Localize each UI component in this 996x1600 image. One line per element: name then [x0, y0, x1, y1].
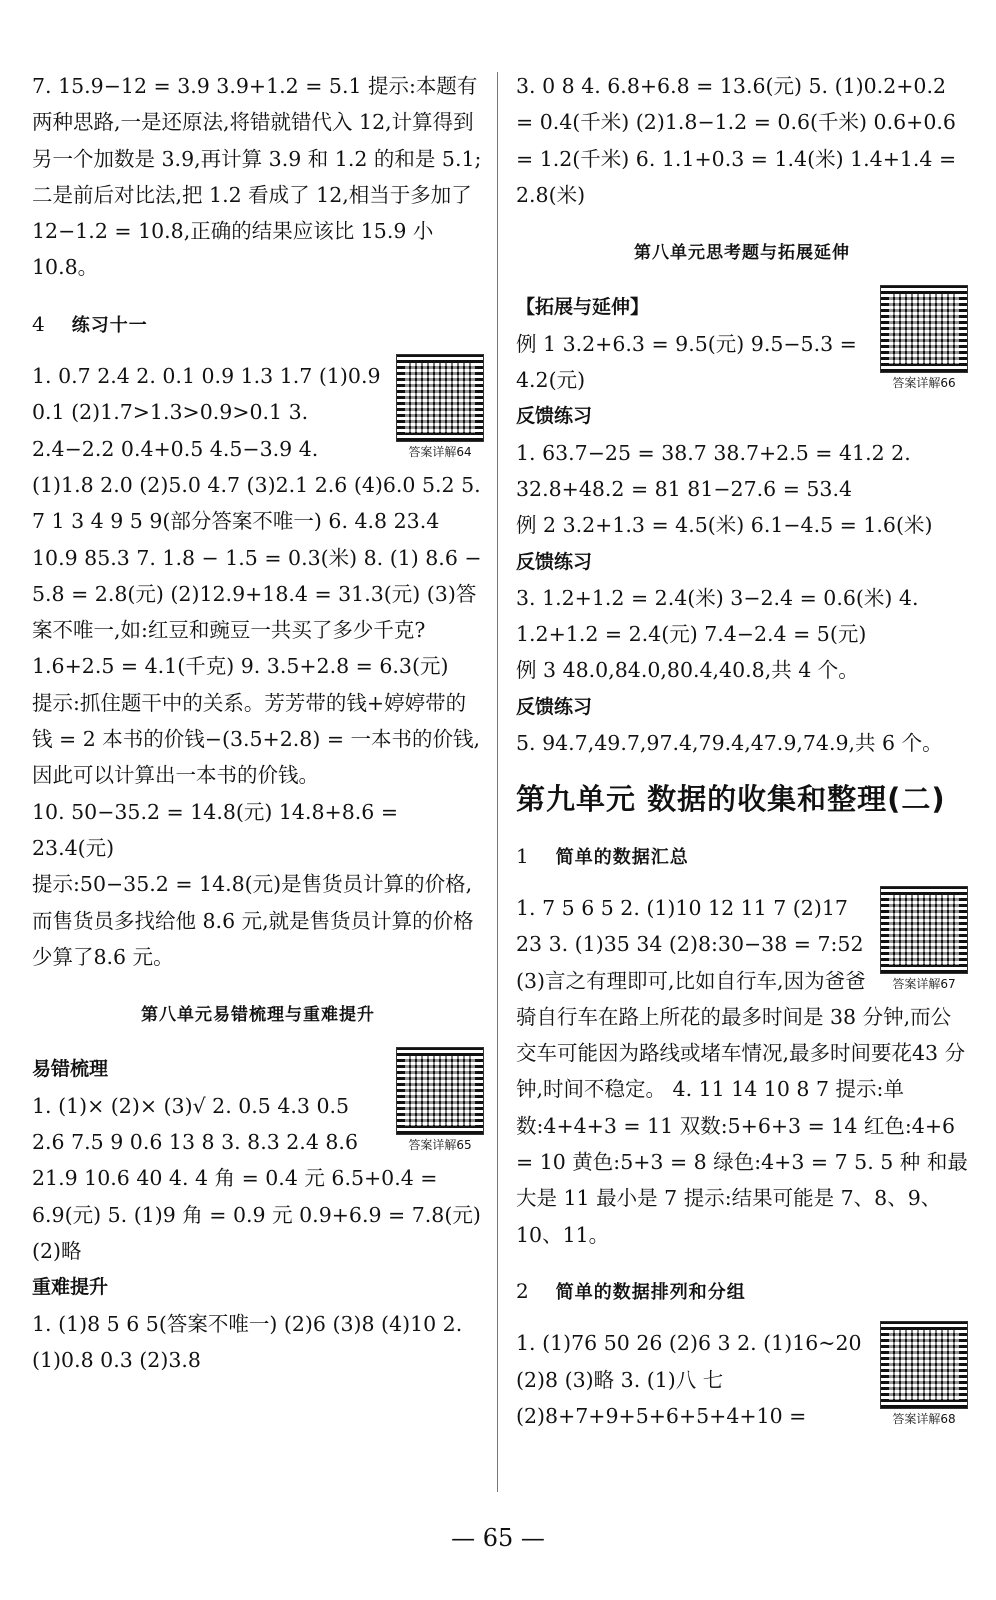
qr-icon: [880, 285, 968, 373]
feedback-heading-1: 反馈练习: [516, 405, 593, 428]
section-number: 4: [32, 311, 46, 336]
page-number: — 65 —: [451, 1524, 545, 1552]
example-2: 例 2 3.2+1.3 = 4.5(米) 6.1−4.5 = 1.6(米): [516, 513, 933, 538]
extension-heading: 【拓展与延伸】: [516, 296, 650, 319]
section-title: 简单的数据汇总: [555, 846, 689, 868]
qr-code-66[interactable]: [880, 285, 968, 391]
right-column: [516, 68, 968, 1434]
section-heading-errors: 第八单元易错梳理与重难提升: [141, 1005, 375, 1026]
qr-code-65[interactable]: [396, 1047, 484, 1153]
error-review-heading: 易错梳理: [32, 1058, 109, 1081]
qr-caption: 答案详解66: [892, 376, 956, 391]
error-review-answers: 1. (1)× (2)× (3)√ 2. 0.5 4.3 0.5 2.6 7.5 9 0.6 13 8 3. 8.3 2.4 8.6 21.9 10.6 40 4. 4 角 = 0.4 元 6.5+0.4 = 6.9(元) 5. (1)9 角 = 0.9 元 0.9+6.9 = 7.8(元) (2)略: [32, 1093, 481, 1263]
qr-icon: [396, 1047, 484, 1135]
answer-block-3-6: 3. 0 8 4. 6.8+6.8 = 13.6(元) 5. (1)0.2+0.2 = 0.4(千米) (2)1.8−1.2 = 0.6(千米) 0.6+0.6 = 1.2(千米) 6. 1.1+0.3 = 1.4(米) 1.4+1.4 = 2.8(米): [516, 74, 957, 207]
left-column: [32, 68, 484, 1378]
section-title: 简单的数据排列和分组: [555, 1281, 746, 1303]
qr-code-67[interactable]: [880, 886, 968, 992]
qr-caption: 答案详解67: [892, 976, 956, 991]
arrange-answers: 1. (1)76 50 26 (2)6 3 2. (1)16~20 (2)8 (3)略 3. (1)八 七 (2)8+7+9+5+6+5+4+10 =: [516, 1331, 862, 1428]
example-1: 例 1 3.2+6.3 = 9.5(元) 9.5−5.3 = 4.2(元): [516, 331, 857, 393]
feedback-heading-3: 反馈练习: [516, 695, 593, 718]
qr-code-68[interactable]: [880, 1321, 968, 1427]
exercise-11-answers: 1. 0.7 2.4 2. 0.1 0.9 1.3 1.7 (1)0.9 0.1 (2)1.7>1.3>0.9>0.1 3. 2.4−2.2 0.4+0.5 4.5−3.9 4. (1)1.8 2.0 (2)5.0 4.7 (3)2.1 2.6 (4)6.0 5.2 5. 7 1 3 4 9 5 9(部分答案不唯一) 6. 4.8 23.4 10.9 85.3 7. 1.8 − 1.5 = 0.3(米) 8. (1) 8.6 − 5.8 = 2.8(元) (2)12.9+18.4 = 31.3(元) (3)答案不唯一,如:红豆和豌豆一共买了多少千克? 1.6+2.5 = 4.1(千克) 9. 3.5+2.8 = 6.3(元): [32, 364, 482, 679]
qr-icon: [880, 1321, 968, 1409]
qr-code-64[interactable]: [396, 354, 484, 460]
example-3: 例 3 48.0,84.0,80.4,40.8,共 4 个。: [516, 658, 859, 683]
difficulty-heading: 重难提升: [32, 1276, 109, 1299]
qr-caption: 答案详解68: [892, 1412, 956, 1427]
hint-10: 提示:50−35.2 = 14.8(元)是售货员计算的价格,而售货员多找给他 8.6 元,就是售货员计算的价格少算了8.6 元。: [32, 872, 474, 969]
feedback-heading-2: 反馈练习: [516, 550, 593, 573]
unit-9-title: 第九单元 数据的收集和整理(二): [516, 782, 946, 817]
difficulty-answers: 1. (1)8 5 6 5(答案不唯一) (2)6 (3)8 (4)10 2. (1)0.8 0.3 (2)3.8: [32, 1311, 463, 1372]
section-number: 1: [516, 843, 530, 868]
qr-caption: 答案详解65: [408, 1138, 472, 1153]
feedback-1: 1. 63.7−25 = 38.7 38.7+2.5 = 41.2 2. 32.8+48.2 = 81 81−27.6 = 53.4: [516, 440, 911, 501]
summary-answers: 1. 7 5 6 5 2. (1)10 12 11 7 (2)17 23 3. (1)35 34 (2)8:30−38 = 7:52 (3)言之有理即可,比如自行车,因为爸爸骑自行车在路上所花的最多时间是 38 分钟,而公交车可能因为路线或堵车情况,最多时间要花43 分钟,时间不稳定。 4. 11 14 10 8 7 提示:单数:4+4+3 = 11 双数:5+6+3 = 14 红色:4+6 = 10 黄色:5+3 = 8 绿色:4+3 = 7 5. 5 种 和最大是 11 最小是 7 提示:结果可能是 7、8、9、10、11。: [516, 895, 968, 1247]
section-heading-thinking: 第八单元思考题与拓展延伸: [634, 243, 850, 264]
section-number: 2: [516, 1278, 530, 1303]
answer-10: 10. 50−35.2 = 14.8(元) 14.8+8.6 = 23.4(元): [32, 799, 399, 860]
answer-block-7: 7. 15.9−12 = 3.9 3.9+1.2 = 5.1 提示:本题有两种思路,一是还原法,将错就错代入 12,计算得到另一个加数是 3.9,再计算 3.9 和 1.2 的和是 5.1;二是前后对比法,把 1.2 看成了 12,相当于多加了 12−1.2 = 10.8,正确的结果应该比 15.9 小 10.8。: [32, 74, 482, 280]
qr-icon: [396, 354, 484, 442]
section-heading-arrange: [516, 1273, 968, 1311]
feedback-2: 3. 1.2+1.2 = 2.4(米) 3−2.4 = 0.6(米) 4. 1.2+1.2 = 2.4(元) 7.4−2.4 = 5(元): [516, 585, 919, 647]
hint-9: 提示:抓住题干中的关系。芳芳带的钱+婷婷带的钱 = 2 本书的价钱−(3.5+2.8) = 一本书的价钱,因此可以计算出一本书的价钱。: [32, 690, 481, 788]
section-heading-summary: [516, 838, 968, 876]
qr-caption: 答案详解64: [408, 445, 472, 460]
section-title: 练习十一: [71, 314, 148, 336]
feedback-3: 5. 94.7,49.7,97.4,79.4,47.9,74.9,共 6 个。: [516, 731, 943, 756]
section-heading-exercise-11: [32, 306, 484, 344]
column-divider: [497, 72, 498, 1492]
qr-icon: [880, 886, 968, 974]
